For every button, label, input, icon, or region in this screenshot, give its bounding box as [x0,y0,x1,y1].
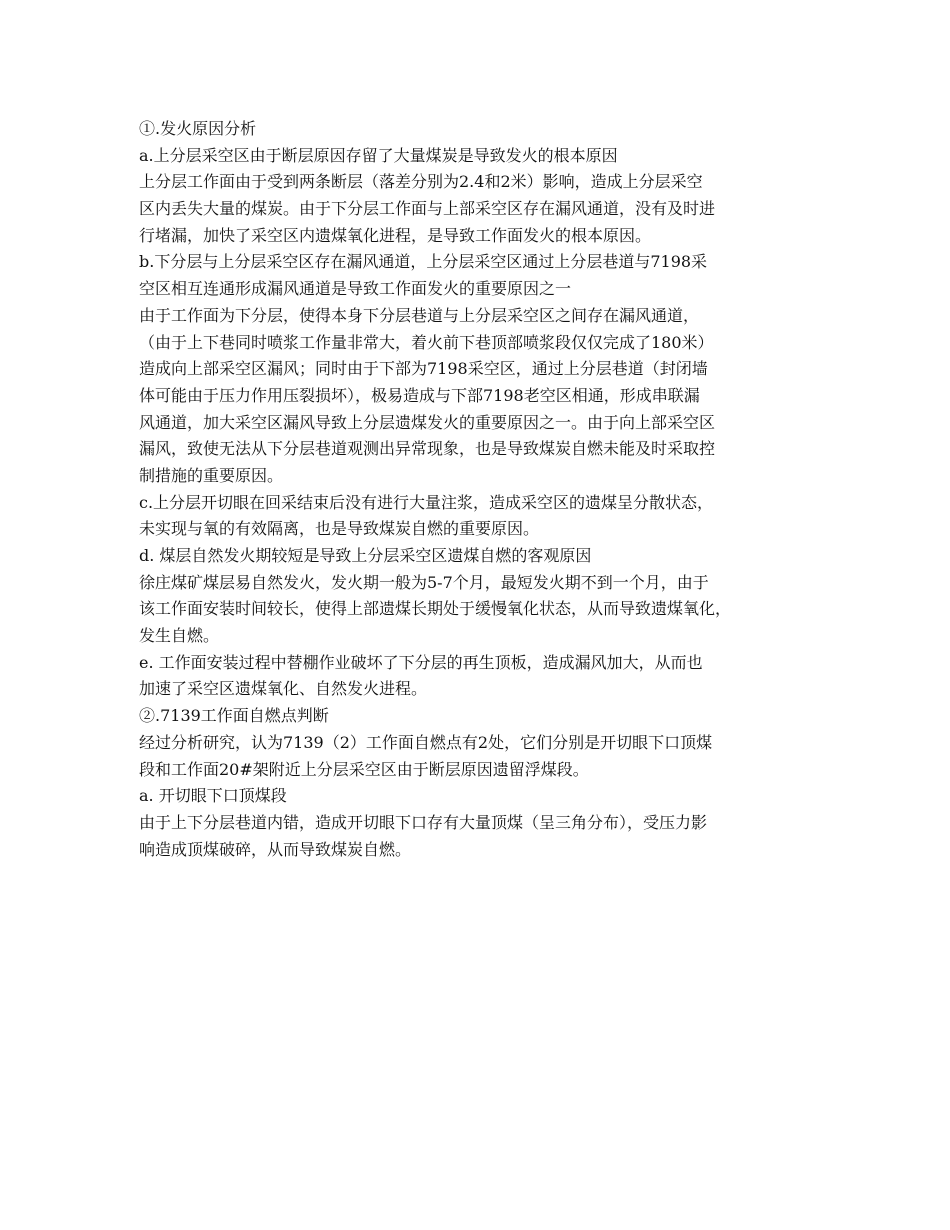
paragraph-line: （由于上下巷同时喷浆工作量非常大，着火前下巷顶部喷浆段仅仅完成了180米） [139,332,714,352]
heading-ignition-point: ②.7139工作面自燃点判断 [139,706,329,726]
paragraph-line: 漏风，致使无法从下分层巷道观测出异常现象，也是导致煤炭自燃未能及时采取控 [139,439,716,459]
heading-fire-cause-analysis: ①.发火原因分析 [139,119,257,138]
point-a-heading: a.上分层采空区由于断层原因存留了大量煤炭是导致发火的根本原因 [139,145,618,165]
paragraph-line: 响造成顶煤破碎，从而导致煤炭自燃。 [139,839,412,859]
paragraph-line: 徐庄煤矿煤层易自然发火，发火期一般为5-7个月，最短发火期不到一个月，由于 [139,572,709,592]
point-c-text-cont: 未实现与氧的有效隔离，也是导致煤炭自燃的重要原因。 [139,519,540,539]
point-b-heading: b.下分层与上分层采空区存在漏风通道，上分层采空区通过上分层巷道与7198采 [139,252,708,272]
paragraph-line: 段和工作面20#架附近上分层采空区由于断层原因遗留浮煤段。 [139,759,589,779]
paragraph-line: 由于工作面为下分层，使得本身下分层巷道与上分层采空区之间存在漏风通道， [139,305,700,325]
point-b-heading-cont: 空区相互连通形成漏风通道是导致工作面发火的重要原因之一 [139,279,572,299]
subpoint-a-heading: a. 开切眼下口顶煤段 [139,786,287,806]
point-e-text-cont: 加速了采空区遗煤氧化、自然发火进程。 [139,679,428,699]
paragraph-line: 由于上下分层巷道内错，造成开切眼下口存有大量顶煤（呈三角分布），受压力影 [139,812,708,832]
paragraph-line: 风通道，加大采空区漏风导致上分层遗煤发火的重要原因之一。由于向上部采空区 [139,412,716,432]
paragraph-line: 制措施的重要原因。 [139,465,284,485]
point-c-text: c.上分层开切眼在回采结束后没有进行大量注浆，造成采空区的遗煤呈分散状态， [139,492,714,512]
document-body [139,116,829,863]
paragraph-line: 该工作面安装时间较长，使得上部遗煤长期处于缓慢氧化状态，从而导致遗煤氧化， [139,599,732,619]
paragraph-line: 上分层工作面由于受到两条断层（落差分别为2.4和2米）影响，造成上分层采空 [139,172,703,192]
point-d-heading: d. 煤层自然发火期较短是导致上分层采空区遗煤自燃的客观原因 [139,546,592,565]
paragraph-line: 行堵漏，加快了采空区内遗煤氧化进程，是导致工作面发火的根本原因。 [139,225,652,245]
paragraph-line: 造成向上部采空区漏风；同时由于下部为7198采空区，通过上分层巷道（封闭墙 [139,359,708,379]
paragraph-line: 体可能由于压力作用压裂损坏），极易造成与下部7198老空区相通，形成串联漏 [139,385,700,405]
paragraph-line: 经过分析研究，认为7139（2）工作面自燃点有2处，它们分别是开切眼下口顶煤 [139,732,713,752]
paragraph-line: 区内丢失大量的煤炭。由于下分层工作面与上部采空区存在漏风通道，没有及时进 [139,199,716,219]
point-e-text: e. 工作面安装过程中替棚作业破坏了下分层的再生顶板，造成漏风加大，从而也 [139,652,703,672]
paragraph-line: 发生自燃。 [139,626,220,646]
